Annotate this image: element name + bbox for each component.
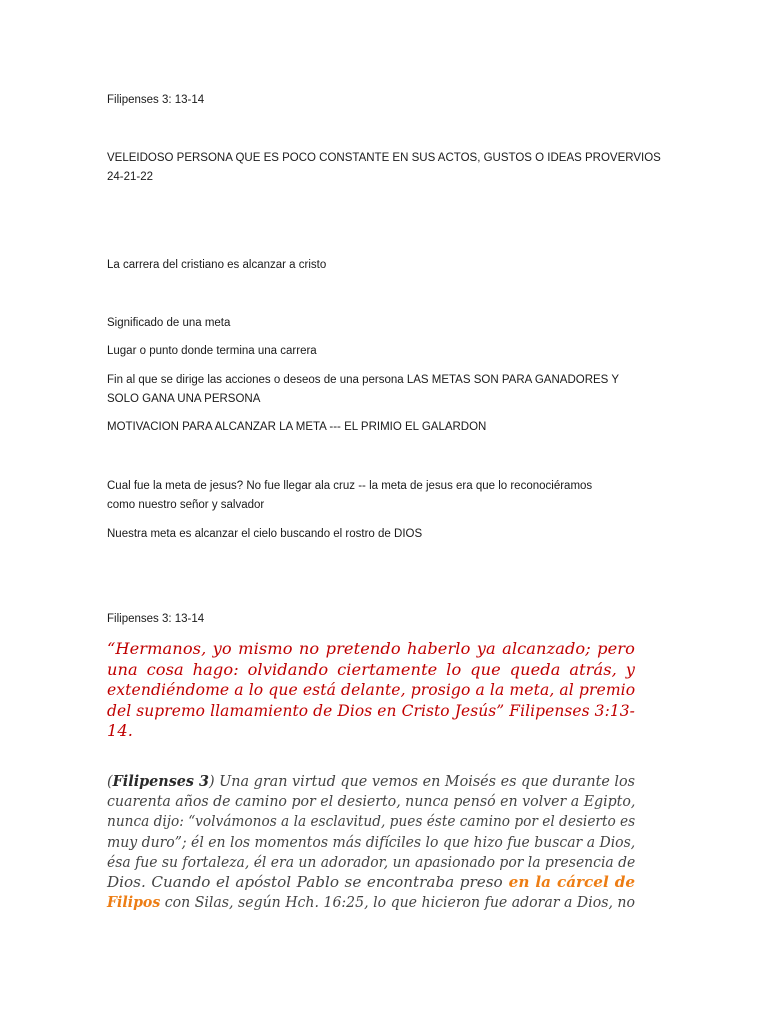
- reference-bold: Filipenses 3: [112, 772, 210, 790]
- paragraph-line: muy duro”; él en los momentos más difíciles lo que hizo fue buscar a Dios,: [107, 832, 636, 851]
- motivacion-line: MOTIVACION PARA ALCANZAR LA META --- EL PRIMIO EL GALARDON: [107, 421, 487, 433]
- paragraph-line: [107, 892, 635, 912]
- quote-line: extendiéndome a lo que está delante, prosigo a la meta, al premio: [107, 680, 636, 699]
- open-paren: (: [107, 772, 113, 790]
- cual-line-1: Cual fue la meta de jesus? No fue llegar ala cruz -- la meta de jesus era que lo reconociéramos: [107, 480, 593, 492]
- paragraph-text: ) Una gran virtud que vemos en Moisés es que durante los: [209, 772, 635, 790]
- quote-line: “Hermanos, yo mismo no pretendo haberlo ya alcanzado; pero: [107, 639, 635, 658]
- paragraph-line: [107, 872, 635, 892]
- significado-line: Significado de una meta: [107, 317, 231, 329]
- highlight-text: Filipos: [107, 893, 161, 912]
- commentary-paragraph: [107, 771, 635, 912]
- paragraph-text: Dios. Cuando el apóstol Pablo se encontraba preso: [107, 873, 503, 892]
- veleidoso-line-2: 24-21-22: [107, 171, 154, 183]
- quote-line: una cosa hago: olvidando ciertamente lo que queda atrás, y: [107, 659, 635, 679]
- fin-line-1: Fin al que se dirige las acciones o deseos de una persona LAS METAS SON PARA GANADORES Y: [107, 374, 620, 386]
- veleidoso-line-1: VELEIDOSO PERSONA QUE ES POCO CONSTANTE EN SUS ACTOS, GUSTOS O IDEAS PROVERVIOS: [107, 152, 661, 164]
- fin-line-2: SOLO GANA UNA PERSONA: [107, 393, 261, 405]
- highlight-text: en la cárcel de: [502, 873, 635, 892]
- paragraph-text: con Silas, según Hch. 16:25, lo que hicieron fue adorar a Dios, no: [160, 893, 635, 912]
- carrera-line: La carrera del cristiano es alcanzar a cristo: [107, 259, 327, 271]
- scripture-quote: [107, 639, 635, 742]
- heading-reference: Filipenses 3: 13-14: [107, 94, 205, 106]
- heading-reference-2: Filipenses 3: 13-14: [107, 613, 205, 625]
- paragraph-line: [107, 771, 635, 791]
- cual-line-2: como nuestro señor y salvador: [107, 499, 265, 511]
- nuestra-meta-line: Nuestra meta es alcanzar el cielo buscando el rostro de DIOS: [107, 528, 423, 540]
- lugar-line: Lugar o punto donde termina una carrera: [107, 345, 317, 357]
- quote-line: 14.: [107, 721, 134, 740]
- paragraph-line: cuarenta años de camino por el desierto, nunca pensó en volver a Egipto,: [107, 792, 636, 811]
- paragraph-line: ésa fue su fortaleza, él era un adorador, un apasionado por la presencia de: [107, 852, 636, 871]
- quote-line: del supremo llamamiento de Dios en Cristo Jesús” Filipenses 3:13-: [107, 700, 635, 720]
- paragraph-line: nunca dijo: “volvámonos a la esclavitud, pues éste camino por el desierto es: [107, 812, 636, 831]
